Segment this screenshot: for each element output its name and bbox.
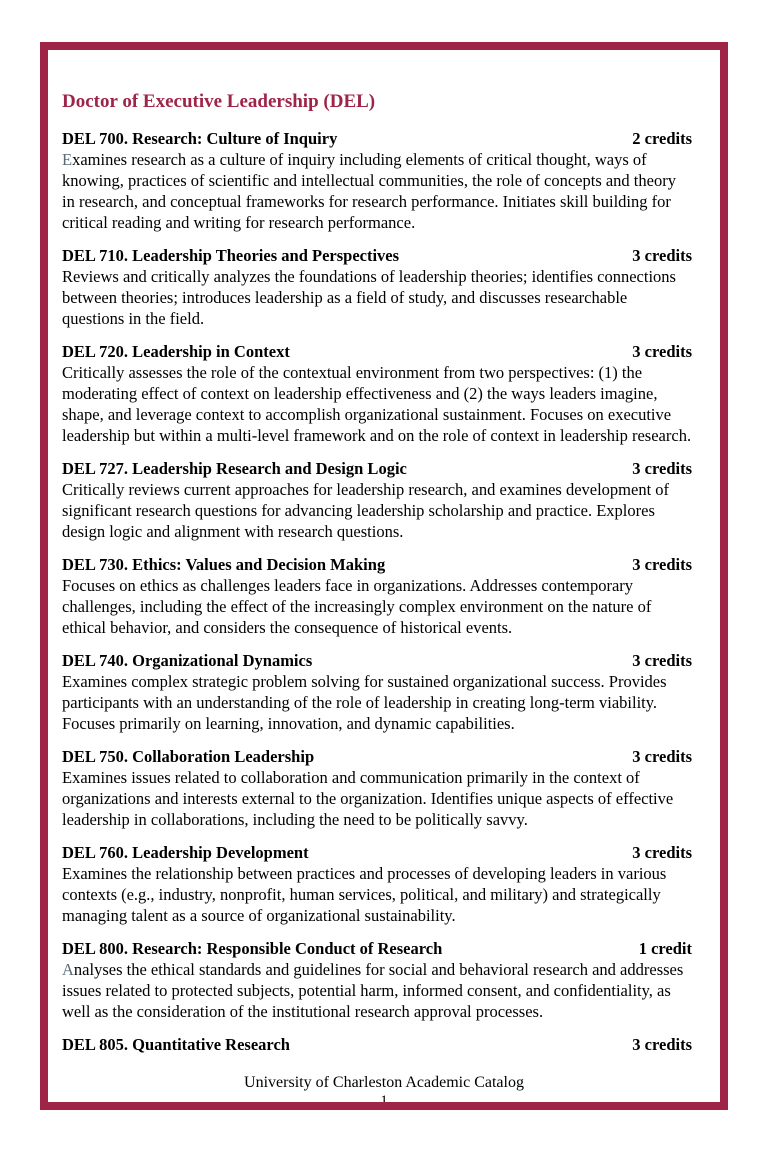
course-list xyxy=(62,128,692,1055)
page-number: 1 xyxy=(380,1093,388,1109)
course-title: DEL 750. Collaboration Leadership xyxy=(62,747,315,766)
course-description: Critically reviews current approaches for leadership research, and examines development of significant research questions for advancing leadership scholarship and practice. Explores design logic and alignment with research questions. xyxy=(62,480,670,541)
course-entry xyxy=(62,245,692,329)
course-entry xyxy=(62,341,692,446)
course-header-row xyxy=(62,341,692,362)
course-credits: 3 credits xyxy=(632,555,692,574)
colored-lead-letter: E xyxy=(62,150,73,169)
course-header-row xyxy=(62,1034,692,1055)
course-header-row xyxy=(62,554,692,575)
course-entry xyxy=(62,938,692,1022)
course-header-row xyxy=(62,842,692,863)
course-credits: 3 credits xyxy=(632,651,692,670)
course-header-row xyxy=(62,128,692,149)
colored-lead-letter: A xyxy=(62,960,74,979)
course-title: DEL 740. Organizational Dynamics xyxy=(62,651,313,670)
course-title: DEL 720. Leadership in Context xyxy=(62,342,290,361)
course-header-row xyxy=(62,938,692,959)
course-entry xyxy=(62,128,692,233)
course-header-row xyxy=(62,458,692,479)
course-entry xyxy=(62,1034,692,1055)
course-title: DEL 727. Leadership Research and Design Logic xyxy=(62,459,407,478)
course-credits: 1 credit xyxy=(638,939,692,958)
course-entry xyxy=(62,458,692,542)
page-content xyxy=(48,50,720,1067)
course-header-row xyxy=(62,245,692,266)
course-credits: 3 credits xyxy=(632,843,692,862)
course-title: DEL 730. Ethics: Values and Decision Making xyxy=(62,555,386,574)
course-credits: 3 credits xyxy=(632,246,692,265)
course-title: DEL 805. Quantitative Research xyxy=(62,1035,290,1054)
course-title: DEL 700. Research: Culture of Inquiry xyxy=(62,129,338,148)
footer-text: University of Charleston Academic Catalog xyxy=(244,1074,524,1091)
course-description: Focuses on ethics as challenges leaders face in organizations. Addresses contemporary challenges, including the effect of the increasingly complex environment on the nature of ethical behavior, and considers the consequence of historical events. xyxy=(62,576,652,637)
course-description: Examines the relationship between practices and processes of developing leaders in various contexts (e.g., industry, nonprofit, human services, political, and military) and strategically managing talent as a source of organizational sustainability. xyxy=(62,864,667,925)
course-description: Examines issues related to collaboration and communication primarily in the context of organizations and interests external to the organization. Identifies unique aspects of effective leadership in collaborations, including the need to be politically savvy. xyxy=(62,768,674,829)
course-entry xyxy=(62,554,692,638)
course-description: Reviews and critically analyzes the foundations of leadership theories; identifies connections between theories; introduces leadership as a field of study, and discusses researchable questions in the field. xyxy=(62,267,676,328)
course-credits: 3 credits xyxy=(632,459,692,478)
course-title: DEL 710. Leadership Theories and Perspectives xyxy=(62,246,400,265)
course-entry xyxy=(62,746,692,830)
course-header-row xyxy=(62,650,692,671)
course-credits: 3 credits xyxy=(632,747,692,766)
course-entry xyxy=(62,650,692,734)
course-description: Examines research as a culture of inquiry including elements of critical thought, ways of knowing, practices of scientific and intellectual communities, the role of concepts and theory in research, and conceptual frameworks for research performance. Initiates skill building for critical reading and writing for research performance. xyxy=(62,150,676,232)
course-title: DEL 800. Research: Responsible Conduct of Research xyxy=(62,939,443,958)
program-heading: Doctor of Executive Leadership (DEL) xyxy=(62,91,376,112)
course-description: Analyses the ethical standards and guidelines for social and behavioral research and addresses issues related to protected subjects, potential harm, informed consent, and confidentiality, as well as the consideration of the institutional research approval processes. xyxy=(62,960,684,1021)
course-description: Critically assesses the role of the contextual environment from two perspectives: (1) the moderating effect of context on leadership effectiveness and (2) the ways leaders imagine, shape, and leverage context to accomplish organizational sustainment. Focuses on executive leadership but within a multi-level framework and on the role of context in leadership research. xyxy=(62,363,692,445)
course-title: DEL 760. Leadership Development xyxy=(62,843,309,862)
course-entry xyxy=(62,842,692,926)
course-credits: 2 credits xyxy=(632,129,692,148)
course-header-row xyxy=(62,746,692,767)
course-description: Examines complex strategic problem solving for sustained organizational success. Provides participants with an understanding of the role of leadership in creating long-term viability. Focuses primarily on learning, innovation, and dynamic capabilities. xyxy=(62,672,667,733)
course-credits: 3 credits xyxy=(632,342,692,361)
course-credits: 3 credits xyxy=(632,1035,692,1054)
